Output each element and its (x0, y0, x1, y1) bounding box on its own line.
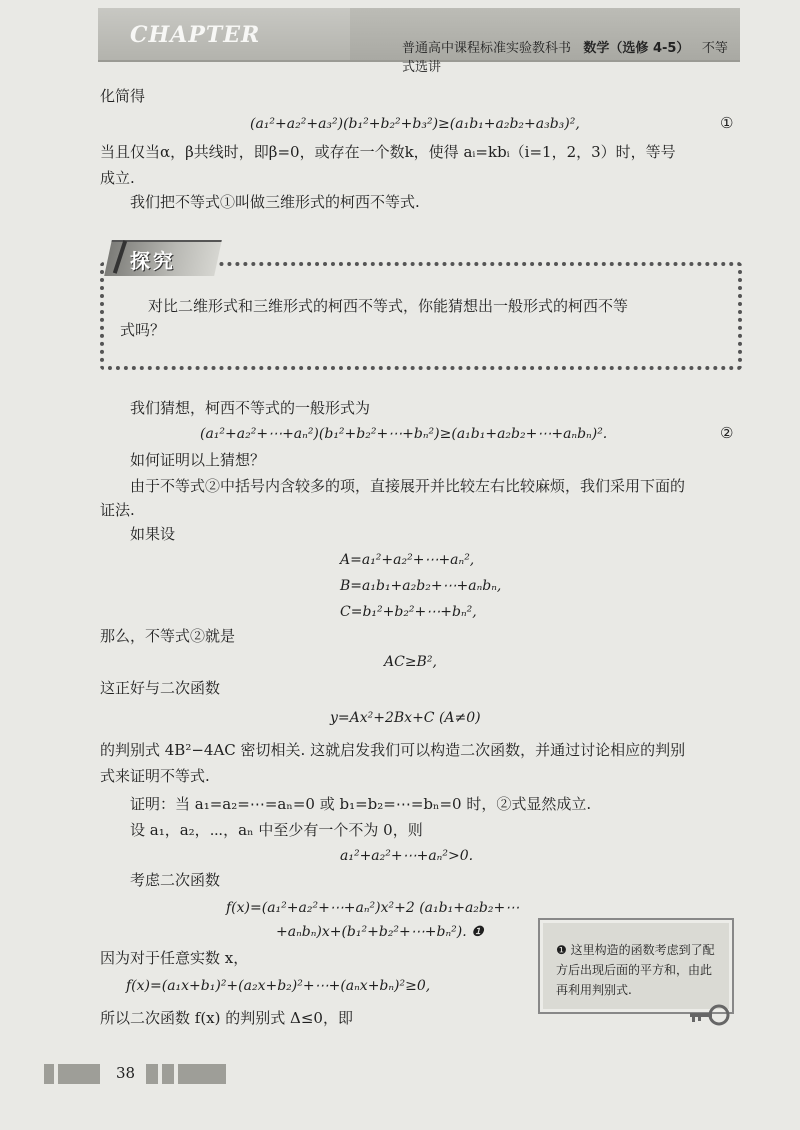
text-line: 当且仅当α，β共线时，即β=0，或存在一个数k，使得 aᵢ=kbᵢ（i=1，2，3）时，等号 (100, 143, 676, 161)
chapter-label: CHAPTER (130, 22, 261, 48)
equation-6a: f(x)=(a₁²+a₂²+⋯+aₙ²)x²+2 (a₁b₁+a₂b₂+⋯ (226, 900, 520, 916)
text-line: 这正好与二次函数 (100, 679, 221, 697)
text-line: 考虑二次函数 (130, 871, 221, 889)
page-header (98, 8, 740, 75)
equation-A: A=a₁²+a₂²+⋯+aₙ², (340, 552, 475, 568)
text-line: 我们猜想，柯西不等式的一般形式为 (130, 399, 371, 417)
explore-box (100, 262, 742, 370)
header-book-title (402, 37, 740, 75)
equation-3: AC≥B², (384, 654, 437, 670)
footer-bar (178, 1064, 226, 1084)
text-line: 那么，不等式②就是 (100, 627, 236, 645)
explore-text: 式吗？ (120, 321, 166, 339)
key-icon (688, 1002, 730, 1028)
page-number: 38 (116, 1064, 136, 1082)
text-line: 如果设 (130, 525, 176, 543)
footer-bar (146, 1064, 158, 1084)
text-line: 如何证明以上猜想？ (130, 451, 266, 469)
equation-1: (a₁²+a₂²+a₃²)(b₁²+b₂²+b₃²)≥(a₁b₁+a₂b₂+a₃b₃)², (250, 116, 580, 132)
equation-5: a₁²+a₂²+⋯+aₙ²>0. (340, 848, 474, 864)
text-line: 我们把不等式①叫做三维形式的柯西不等式. (130, 193, 420, 211)
text-line: 由于不等式②中括号内含较多的项，直接展开并比较左右比较麻烦，我们采用下面的 (130, 477, 686, 495)
footer-bar (58, 1064, 100, 1084)
equation-number: ② (720, 424, 734, 442)
text-line: 所以二次函数 f(x) 的判别式 Δ≤0，即 (100, 1009, 353, 1027)
text-line: 的判别式 4B²−4AC 密切相关. 这就启发我们可以构造二次函数，并通过讨论相应的判别 (100, 741, 686, 759)
explore-title: 探究 (130, 249, 176, 273)
text-line: 证法. (100, 501, 135, 519)
text-line: 成立. (100, 169, 135, 187)
equation-7: f(x)=(a₁x+b₁)²+(a₂x+b₂)²+⋯+(aₙx+bₙ)²≥0, (126, 978, 431, 994)
book-topic: 不等式选讲 (402, 41, 728, 75)
text-line: 化简得 (100, 87, 146, 105)
text-line: 因为对于任意实数 x， (100, 949, 249, 967)
equation-number: ① (720, 114, 734, 132)
equation-B: B=a₁b₁+a₂b₂+⋯+aₙbₙ, (340, 578, 502, 594)
footer-bar (162, 1064, 174, 1084)
equation-2: (a₁²+a₂²+⋯+aₙ²)(b₁²+b₂²+⋯+bₙ²)≥(a₁b₁+a₂b₂+⋯+aₙbₙ)². (200, 426, 608, 442)
equation-C: C=b₁²+b₂²+⋯+bₙ², (340, 604, 477, 620)
text-line: 证明：当 a₁=a₂=⋯=aₙ=0 或 b₁=b₂=⋯=bₙ=0 时，②式显然成立. (130, 795, 592, 813)
equation-6b: +aₙbₙ)x+(b₁²+b₂²+⋯+bₙ²). ❶ (276, 924, 484, 940)
book-series: 普通高中课程标准实验教科书 (402, 41, 572, 56)
explore-text: 对比二维形式和三维形式的柯西不等式，你能猜想出一般形式的柯西不等 (148, 297, 629, 315)
footer-bar (44, 1064, 54, 1084)
text-line: 式来证明不等式. (100, 767, 210, 785)
margin-note-text: ❶ 这里构造的函数考虑到了配方后出现后面的平方和，由此再利用判别式. (556, 943, 715, 997)
text-line: 设 a₁，a₂，⋯，aₙ 中至少有一个不为 0，则 (130, 821, 423, 839)
book-subject: 数学（选修 4-5） (583, 41, 690, 56)
equation-4: y=Ax²+2Bx+C (A≠0) (330, 710, 481, 726)
